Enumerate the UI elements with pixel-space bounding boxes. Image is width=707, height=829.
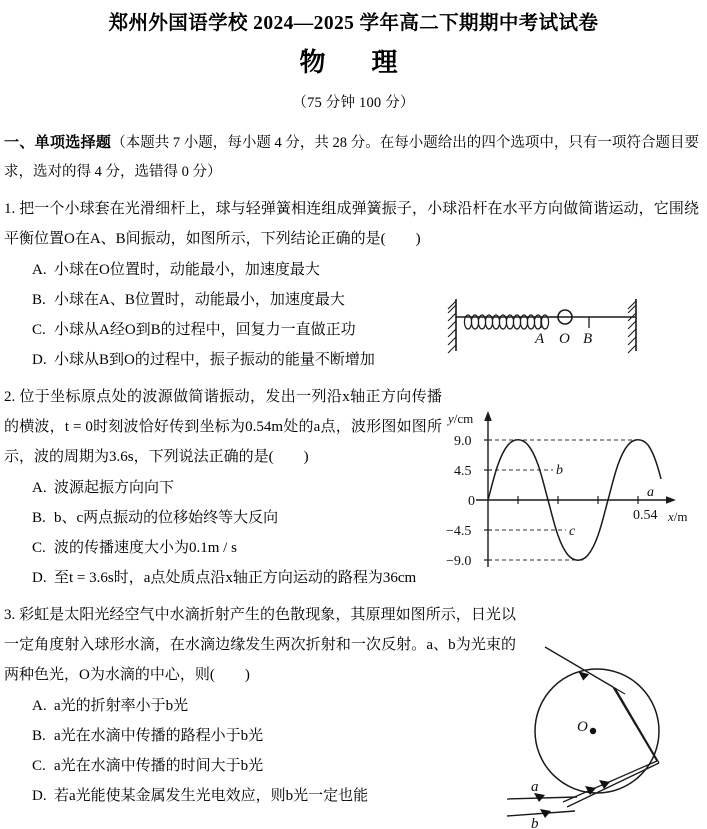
- option-key: B.: [32, 292, 46, 308]
- question-3-stem: [4, 600, 516, 690]
- question-3-option-d[interactable]: [4, 781, 474, 811]
- option-text: 若a光能使某金属发生光电效应，则b光一定也能: [54, 788, 369, 804]
- section-description: （本题共 7 小题，每小题 4 分，共 28 分。在每小题给出的四个选项中，只有一项符合题目要求，选对的得 4 分，选错得 0 分）: [4, 135, 699, 180]
- question-2-option-c[interactable]: [4, 533, 474, 563]
- section-header: [4, 128, 699, 187]
- svg-text:a: a: [531, 779, 539, 795]
- question-3-text: 彩虹是太阳光经空气中水滴折射产生的色散现象，其原理如图所示，日光以一定角度射入球形水滴，在水滴边缘发生两次折射和一次反射。a、b为光束的两种色光，O为水滴的中心，则( ): [4, 607, 516, 683]
- svg-text:y/cm: y/cm: [448, 411, 474, 426]
- option-text: 波源起振方向向下: [54, 480, 175, 496]
- svg-text:O: O: [577, 719, 588, 735]
- question-1-stem: [4, 194, 699, 254]
- question-3-number: 3.: [4, 607, 16, 623]
- waveform-graph-figure: [440, 397, 705, 577]
- svg-text:a: a: [647, 485, 654, 500]
- option-text: 小球从B到O的过程中，振子振动的能量不断增加: [54, 352, 375, 368]
- svg-text:x/m: x/m: [668, 509, 688, 524]
- section-label: 一、单项选择题: [4, 134, 112, 151]
- svg-text:−4.5: −4.5: [446, 524, 472, 539]
- option-key: B.: [32, 728, 46, 744]
- option-key: C.: [32, 758, 46, 774]
- svg-text:B: B: [583, 331, 593, 347]
- svg-text:4.5: 4.5: [454, 464, 472, 479]
- question-1-option-b[interactable]: [4, 285, 444, 315]
- option-text: 小球在O位置时，动能最小，加速度最大: [54, 262, 320, 278]
- spring-oscillator-figure: [446, 295, 646, 365]
- option-text: a光在水滴中传播的时间大于b光: [54, 758, 264, 774]
- option-key: D.: [32, 570, 47, 586]
- svg-text:−9.0: −9.0: [446, 554, 472, 569]
- option-key: D.: [32, 788, 47, 804]
- option-key: C.: [32, 540, 46, 556]
- svg-text:c: c: [569, 524, 576, 539]
- option-key: C.: [32, 322, 46, 338]
- option-text: a光在水滴中传播的路程小于b光: [54, 728, 264, 744]
- option-key: D.: [32, 352, 47, 368]
- question-1-number: 1.: [4, 201, 16, 217]
- option-text: a光的折射率小于b光: [54, 698, 189, 714]
- question-1-option-a[interactable]: [4, 255, 444, 285]
- svg-text:9.0: 9.0: [454, 434, 472, 449]
- option-text: b、c两点振动的位移始终等大反向: [54, 510, 279, 526]
- question-3-option-a[interactable]: [4, 691, 474, 721]
- svg-text:A: A: [535, 331, 545, 347]
- question-1-option-d[interactable]: [4, 345, 444, 375]
- question-1-text: 把一个小球套在光滑细杆上，球与轻弹簧相连组成弹簧振子，小球沿杆在水平方向做简谐运动，它围绕平衡位置O在A、B间振动，如图所示，下列结论正确的是( ): [4, 201, 700, 247]
- option-key: A.: [32, 698, 47, 714]
- svg-text:b: b: [531, 816, 539, 829]
- subject-title: 物 理: [299, 48, 408, 77]
- question-3-option-c[interactable]: [4, 751, 474, 781]
- question-2-number: 2.: [4, 389, 16, 405]
- question-2-text: 位于坐标原点处的波源做简谐振动，发出一列沿x轴正方向传播的横波，t = 0时刻波恰好传到坐标为0.54m处的a点，波形图如图所示，波的周期为3.6s，下列说法正确的是( ): [4, 389, 442, 465]
- svg-text:0.54: 0.54: [633, 508, 658, 523]
- svg-text:0: 0: [468, 494, 475, 509]
- option-text: 小球从A经O到B的过程中，回复力一直做正功: [54, 322, 356, 338]
- question-3-options: [4, 691, 474, 811]
- question-2-option-d[interactable]: [4, 563, 474, 593]
- question-1-options: [4, 255, 444, 375]
- question-1-option-c[interactable]: [4, 315, 444, 345]
- page-title: 郑州外国语学校 2024—2025 学年高二下期期中考试试卷: [108, 13, 599, 34]
- option-text: 小球在A、B位置时，动能最小，加速度最大: [54, 292, 345, 308]
- option-text: 波的传播速度大小为0.1m / s: [54, 540, 237, 556]
- droplet-dispersion-figure: [505, 639, 705, 829]
- svg-text:b: b: [556, 463, 563, 478]
- option-key: B.: [32, 510, 46, 526]
- svg-text:O: O: [559, 331, 570, 347]
- option-text: 至t = 3.6s时，a点处质点沿x轴正方向运动的路程为36cm: [54, 570, 417, 586]
- question-2-option-a[interactable]: [4, 473, 474, 503]
- exam-page: [0, 11, 707, 829]
- option-key: A.: [32, 480, 47, 496]
- question-3-option-b[interactable]: [4, 721, 474, 751]
- question-2-option-b[interactable]: [4, 503, 474, 533]
- question-2-stem: [4, 382, 442, 472]
- option-key: A.: [32, 262, 47, 278]
- question-2-options: [4, 473, 474, 593]
- exam-meta: （75 分钟 100 分）: [292, 95, 415, 111]
